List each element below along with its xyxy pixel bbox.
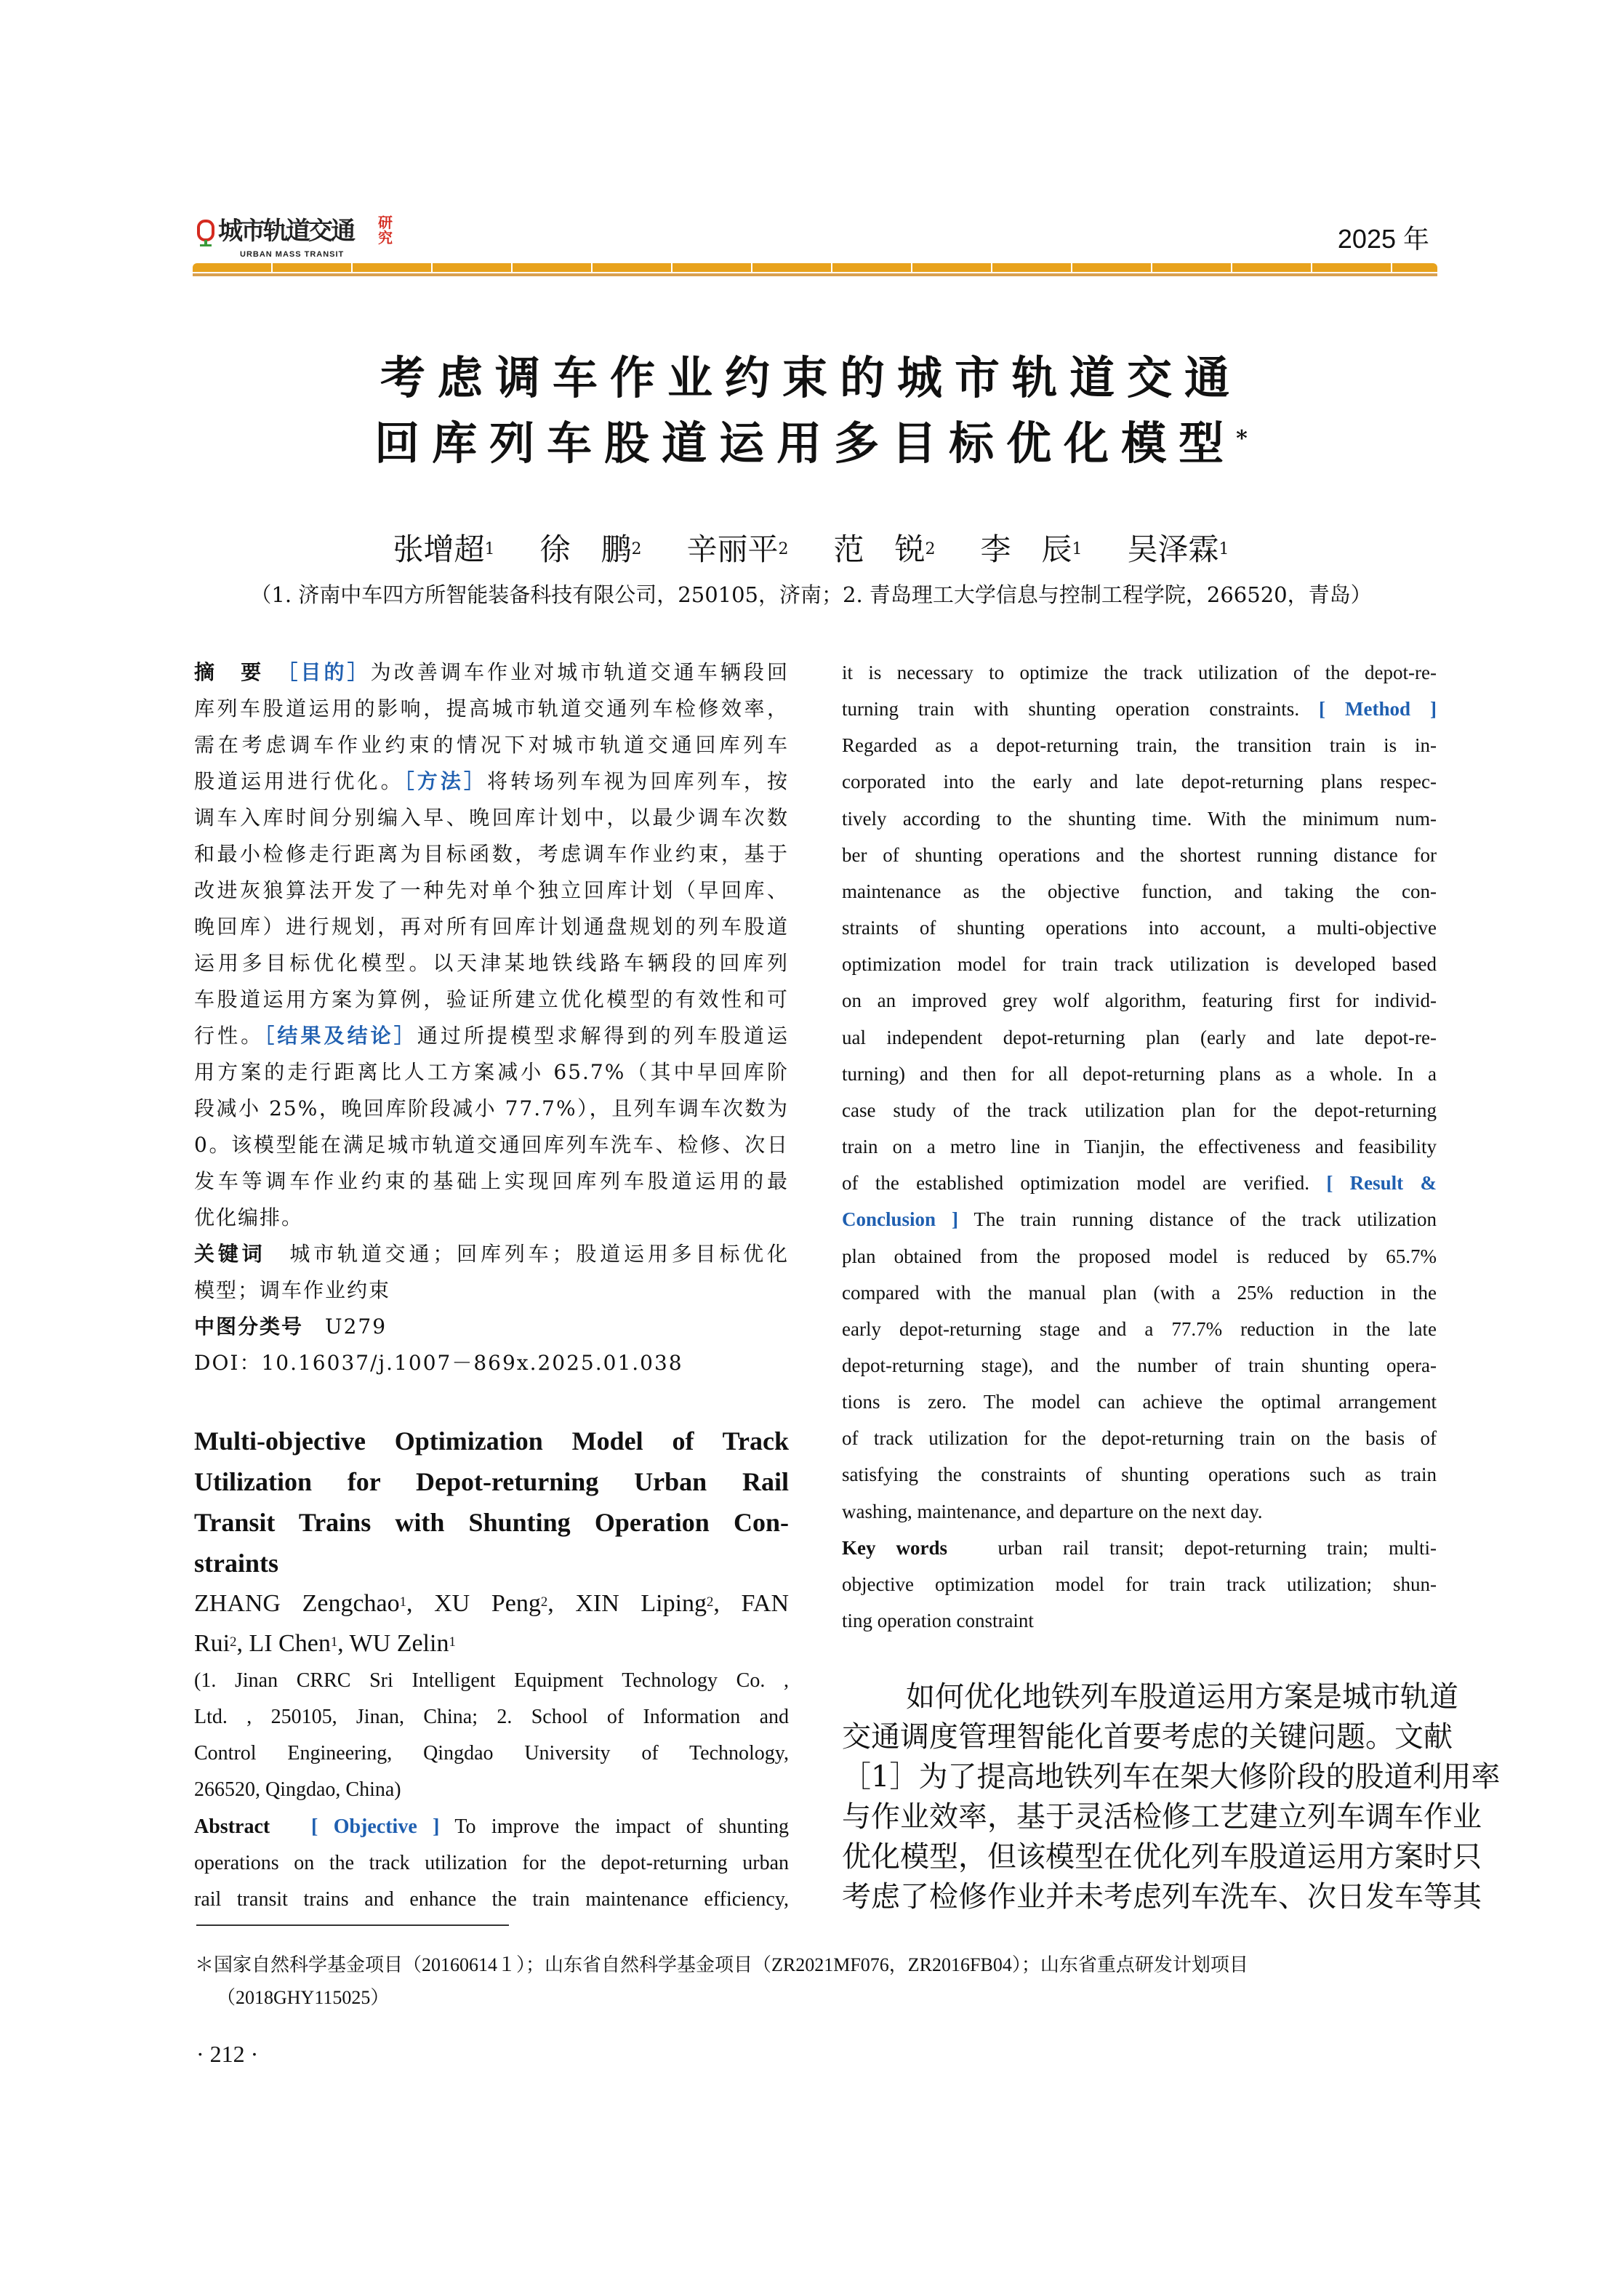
- text-line: [194, 1127, 789, 1163]
- field-label: Key words: [842, 1536, 998, 1559]
- text-segment: straints of shunting operations into account, a multi-objective: [842, 917, 1437, 939]
- english-authors: [194, 1583, 789, 1663]
- text-segment: tively according to the shunting time. With the minimum num-: [842, 807, 1437, 830]
- text-line: [842, 1165, 1437, 1201]
- text-segment: 通过所提模型求解得到的列车股道运: [417, 1024, 789, 1048]
- footnote-rule: [196, 1924, 509, 1926]
- text-segment: 将转场列车视为回库列车，按: [487, 769, 789, 793]
- text-line: [842, 1420, 1437, 1456]
- author-name: 吴泽霖: [1127, 531, 1219, 567]
- text-segment: 库列车股道运用的影响，提高城市轨道交通列车检修效率，: [194, 697, 789, 720]
- text-line: [842, 1530, 1437, 1566]
- text-segment: on an improved grey wolf algorithm, featuring first for individ-: [842, 990, 1437, 1012]
- affiliation-mark: 1: [449, 1634, 456, 1650]
- text-segment: 段减小 25%，晚回库阶段减小 77.7%），且列车调车次数为: [194, 1096, 789, 1120]
- text-segment: ber of shunting operations and the shortest running distance for: [842, 843, 1437, 866]
- title-line-2-text: 回库列车股道运用多目标优化模型: [374, 417, 1237, 470]
- section-label: [ Method ]: [1319, 698, 1437, 720]
- author-affiliation-mark: 2: [631, 540, 642, 558]
- text-line: [194, 1461, 789, 1502]
- text-line: [194, 1699, 789, 1735]
- text-segment: 运用多目标优化模型。以天津某地铁线路车辆段的回库列: [194, 951, 789, 975]
- text-line: [194, 909, 789, 945]
- text-segment: rail transit trains and enhance the train maintenance efficiency,: [194, 1888, 789, 1911]
- text-line: [194, 654, 789, 691]
- text-line: [194, 1309, 789, 1345]
- footnote-line-2: （2018GHY115025）: [217, 1987, 390, 2008]
- text-segment: 优化模型，但该模型在优化列车股道运用方案时只: [842, 1840, 1482, 1874]
- text-line: [842, 1456, 1437, 1493]
- logo-subtitle: URBAN MASS TRANSIT: [240, 250, 345, 259]
- text-line: [194, 1236, 789, 1272]
- text-segment: 为改善调车作业对城市轨道交通车辆段回: [370, 660, 789, 684]
- text-segment: case study of the track utilization plan for the depot-returning: [842, 1099, 1437, 1121]
- author-name: 徐 鹏: [539, 531, 632, 567]
- text-segment: ［1］为了提高地铁列车在架大修阶段的股道利用率: [842, 1760, 1501, 1794]
- text-line: [842, 1877, 1482, 1917]
- logo-mark: 研究: [378, 214, 391, 246]
- section-label: ［目的］: [287, 660, 371, 684]
- abstract-zh: [194, 654, 789, 1381]
- text-line: [842, 1566, 1437, 1602]
- text-line: [842, 763, 1437, 800]
- text-line: [842, 1056, 1437, 1092]
- text-line: [194, 691, 789, 727]
- introduction: [842, 1677, 1501, 1917]
- text-segment: Control Engineering, Qingdao University of Technology,: [194, 1742, 789, 1765]
- text-line: [194, 872, 789, 909]
- author-name: 辛丽平: [686, 531, 779, 567]
- author-affiliation-mark: 1: [484, 540, 495, 558]
- author: [834, 529, 936, 570]
- text-line: [842, 654, 1437, 691]
- section-label: [ Objective ]: [310, 1815, 440, 1838]
- text-segment: straints: [194, 1549, 278, 1578]
- text-line: [842, 1717, 1453, 1757]
- header-rule: [193, 273, 1437, 276]
- text-segment: 与作业效率，基于灵活检修工艺建立列车调车作业: [842, 1800, 1482, 1834]
- text-segment: 城市轨道交通；回库列车；股道运用多目标优化: [289, 1242, 789, 1266]
- author-affiliation-mark: 1: [1218, 540, 1229, 558]
- text-line: [194, 1091, 789, 1127]
- text-line: [194, 1163, 789, 1200]
- field-label: 中图分类号: [194, 1314, 326, 1338]
- text-line: [842, 1019, 1437, 1056]
- text-segment: turning train with shunting operation constraints.: [842, 698, 1320, 720]
- text-segment: Transit Trains with Shunting Operation Con-: [194, 1508, 789, 1537]
- text-segment: , WU Zelin: [337, 1630, 449, 1657]
- text-line: [194, 1054, 789, 1091]
- text-segment: Multi-objective Optimization Model of Track: [194, 1426, 789, 1456]
- field-label: Abstract: [194, 1815, 311, 1838]
- text-line: [842, 873, 1437, 910]
- logo-text: 城市轨道交通: [218, 217, 353, 246]
- text-segment: of track utilization for the depot-returning train on the basis of: [842, 1427, 1437, 1450]
- journal-logo: [196, 215, 436, 263]
- text-segment: DOI：10.16037/j.1007－869x.2025.01.038: [194, 1351, 683, 1375]
- text-segment: Ltd. , 250105, Jinan, China; 2. School of Information and: [194, 1706, 789, 1728]
- english-title: [194, 1421, 789, 1583]
- text-line: [194, 1623, 789, 1663]
- field-label: 摘 要: [194, 660, 288, 684]
- text-line: [842, 691, 1437, 727]
- text-segment: it is necessary to optimize the track utilization of the depot-re-: [842, 662, 1437, 683]
- footnote-line-1: ＊国家自然科学基金项目（20160614１）；山东省自然科学基金项目（ZR2021MF076，ZR2016FB04）；山东省重点研发计划项目: [195, 1954, 1248, 1975]
- page-number: · 212 ·: [196, 2041, 259, 2067]
- author-affiliation-mark: 2: [778, 540, 789, 558]
- text-segment: 交通调度管理智能化首要考虑的关键问题。文献: [842, 1720, 1453, 1754]
- english-abstract-start: [194, 1809, 789, 1918]
- section-label: ［方法］: [404, 769, 488, 793]
- text-line: [194, 1583, 789, 1623]
- text-segment: , FAN: [713, 1590, 790, 1617]
- text-segment: optimization model for train track utilization is developed based: [842, 953, 1437, 976]
- text-segment: U279: [325, 1314, 388, 1338]
- text-segment: 和最小检修走行距离为目标函数，考虑调车作业约束，基于: [194, 842, 789, 866]
- text-segment: compared with the manual plan (with a 25% reduction in the: [842, 1281, 1437, 1304]
- title-footnote-mark: *: [1236, 426, 1248, 451]
- text-line: [842, 910, 1437, 946]
- text-line: [842, 1201, 1437, 1237]
- text-segment: objective optimization model for train track utilization; shun-: [842, 1573, 1437, 1595]
- english-affiliation: [194, 1663, 789, 1808]
- header-bar: [193, 263, 1437, 272]
- author: [981, 529, 1083, 570]
- author: [539, 529, 641, 570]
- text-segment: of the established optimization model are verified.: [842, 1172, 1327, 1195]
- text-line: [842, 1275, 1437, 1311]
- author-name: 张增超: [393, 531, 485, 567]
- text-line: [842, 727, 1437, 763]
- text-line: [194, 727, 789, 763]
- text-line: [194, 945, 789, 982]
- author-list: [0, 529, 1622, 570]
- text-segment: 模型；调车作业约束: [194, 1278, 391, 1302]
- author-affiliation-mark: 2: [925, 540, 936, 558]
- text-line: [842, 1837, 1482, 1877]
- affiliation: （1. 济南中车四方所智能装备科技有限公司，250105，济南；2. 青岛理工大学信息与控制工程学院，266520，青岛）: [250, 582, 1372, 607]
- text-line: [842, 800, 1437, 837]
- text-line: [194, 1845, 789, 1882]
- text-segment: 调车入库时间分别编入早、晚回库计划中，以最少调车次数: [194, 806, 789, 830]
- text-segment: tions is zero. The model can achieve the optimal arrangement: [842, 1391, 1437, 1413]
- text-segment: 车股道运用方案为算例，验证所建立优化模型的有效性和可: [194, 987, 789, 1011]
- author-affiliation-mark: 1: [1072, 540, 1083, 558]
- text-segment: Utilization for Depot-returning Urban Rail: [194, 1467, 789, 1496]
- affiliation-mark: 2: [540, 1594, 548, 1610]
- text-line: [194, 1502, 789, 1543]
- text-segment: satisfying the constraints of shunting operations such as train: [842, 1464, 1437, 1486]
- text-line: [842, 1311, 1437, 1347]
- text-line: [194, 836, 789, 872]
- text-segment: The train running distance of the track utilization: [958, 1208, 1437, 1231]
- text-segment: Rui: [194, 1630, 230, 1657]
- logo-icon: [196, 220, 215, 249]
- title-line-1: 考虑调车作业约束的城市轨道交通: [380, 351, 1242, 404]
- text-segment: 如何优化地铁列车股道运用方案是城市轨道: [906, 1680, 1458, 1714]
- text-segment: (1. Jinan CRRC Sri Intelligent Equipment Technology Co. ,: [194, 1669, 789, 1692]
- text-segment: ZHANG Zengchao: [194, 1590, 400, 1617]
- text-segment: plan obtained from the proposed model is reduced by 65.7%: [842, 1245, 1437, 1267]
- text-line: [842, 1347, 1437, 1384]
- text-line: [842, 946, 1437, 982]
- text-line: [194, 1421, 789, 1461]
- field-label: 关键词: [194, 1242, 290, 1266]
- issue-year: 2025 年: [1337, 224, 1429, 254]
- text-segment: ting operation constraint: [842, 1610, 1034, 1632]
- text-line: [194, 1200, 789, 1236]
- text-line: [194, 1882, 789, 1918]
- text-segment: To improve the impact of shunting: [439, 1815, 789, 1838]
- text-segment: 需在考虑调车作业约束的情况下对城市轨道交通回库列车: [194, 733, 789, 757]
- text-line: [194, 763, 789, 800]
- text-line: [842, 837, 1437, 873]
- section-label: [ Result &: [1326, 1172, 1437, 1195]
- footnote: [195, 1948, 1438, 2014]
- text-segment: 行性。: [194, 1024, 265, 1048]
- text-segment: 发车等调车作业约束的基础上实现回库列车股道运用的最: [194, 1169, 789, 1193]
- text-segment: 改进灰狼算法开发了一种先对单个独立回库计划（早回库、: [194, 878, 789, 902]
- text-segment: washing, maintenance, and departure on the next day.: [842, 1500, 1263, 1522]
- text-line: [194, 1735, 789, 1772]
- text-line: [194, 1345, 789, 1381]
- text-segment: ual independent depot-returning plan (early and late depot-re-: [842, 1026, 1437, 1048]
- text-line: [194, 1018, 789, 1054]
- text-line: [842, 1602, 1437, 1639]
- text-line: [194, 1772, 789, 1808]
- author-name: 范 锐: [833, 531, 926, 567]
- text-segment: 0。该模型能在满足城市轨道交通回库列车洗车、检修、次日: [194, 1133, 789, 1157]
- text-segment: corporated into the early and late depot-returning plans respec-: [842, 771, 1437, 793]
- text-segment: early depot-returning stage and a 77.7% reduction in the late: [842, 1317, 1437, 1340]
- text-line: [842, 1238, 1437, 1275]
- text-line: [194, 1543, 789, 1583]
- text-line: [842, 1092, 1437, 1128]
- text-line: [842, 1493, 1437, 1530]
- text-segment: depot-returning stage), and the number of train shunting opera-: [842, 1354, 1437, 1376]
- text-line: [842, 1797, 1482, 1837]
- text-line: [194, 1272, 789, 1309]
- text-line: [194, 982, 789, 1018]
- text-segment: Regarded as a depot-returning train, the transition train is in-: [842, 734, 1437, 757]
- affiliation-mark: 2: [707, 1594, 714, 1610]
- text-segment: maintenance as the objective function, and taking the con-: [842, 880, 1437, 902]
- author-name: 李 辰: [980, 531, 1072, 567]
- text-segment: , XU Peng: [406, 1590, 541, 1617]
- text-segment: urban rail transit; depot-returning train; multi-: [997, 1536, 1437, 1559]
- text-segment: 晚回库）进行规划，再对所有回库计划通盘规划的列车股道: [194, 915, 789, 939]
- title-line-2: [0, 411, 1622, 476]
- affiliation-mark: 1: [330, 1634, 338, 1650]
- author: [686, 529, 788, 570]
- text-segment: operations on the track utilization for the depot-returning urban: [194, 1852, 789, 1874]
- text-line: [194, 800, 789, 836]
- text-line: [842, 982, 1437, 1019]
- affiliation-mark: 2: [230, 1634, 237, 1650]
- text-line: [194, 1663, 789, 1699]
- text-segment: 考虑了检修作业并未考虑列车洗车、次日发车等其: [842, 1880, 1482, 1914]
- text-line: [842, 1384, 1437, 1420]
- affiliation-mark: 1: [399, 1594, 406, 1610]
- section-label: ［结果及结论］: [264, 1024, 417, 1048]
- text-line: [842, 1757, 1501, 1797]
- text-segment: 266520, Qingdao, China): [194, 1778, 401, 1801]
- text-line: [194, 1809, 789, 1845]
- author: [393, 529, 494, 570]
- text-segment: 股道运用进行优化。: [194, 769, 404, 793]
- author: [1128, 529, 1229, 570]
- text-segment: , XIN Liping: [547, 1590, 707, 1617]
- text-segment: , LI Chen: [236, 1630, 331, 1657]
- text-line: [842, 1677, 1458, 1717]
- text-segment: 用方案的走行距离比人工方案减小 65.7%（其中早回库阶: [194, 1060, 789, 1084]
- text-line: [842, 1128, 1437, 1165]
- text-segment: 优化编排。: [194, 1205, 304, 1229]
- english-abstract-continued: [842, 654, 1437, 1639]
- text-segment: train on a metro line in Tianjin, the effectiveness and feasibility: [842, 1136, 1437, 1158]
- section-label: Conclusion ]: [842, 1208, 958, 1231]
- text-segment: turning) and then for all depot-returning plans as a whole. In a: [842, 1062, 1437, 1085]
